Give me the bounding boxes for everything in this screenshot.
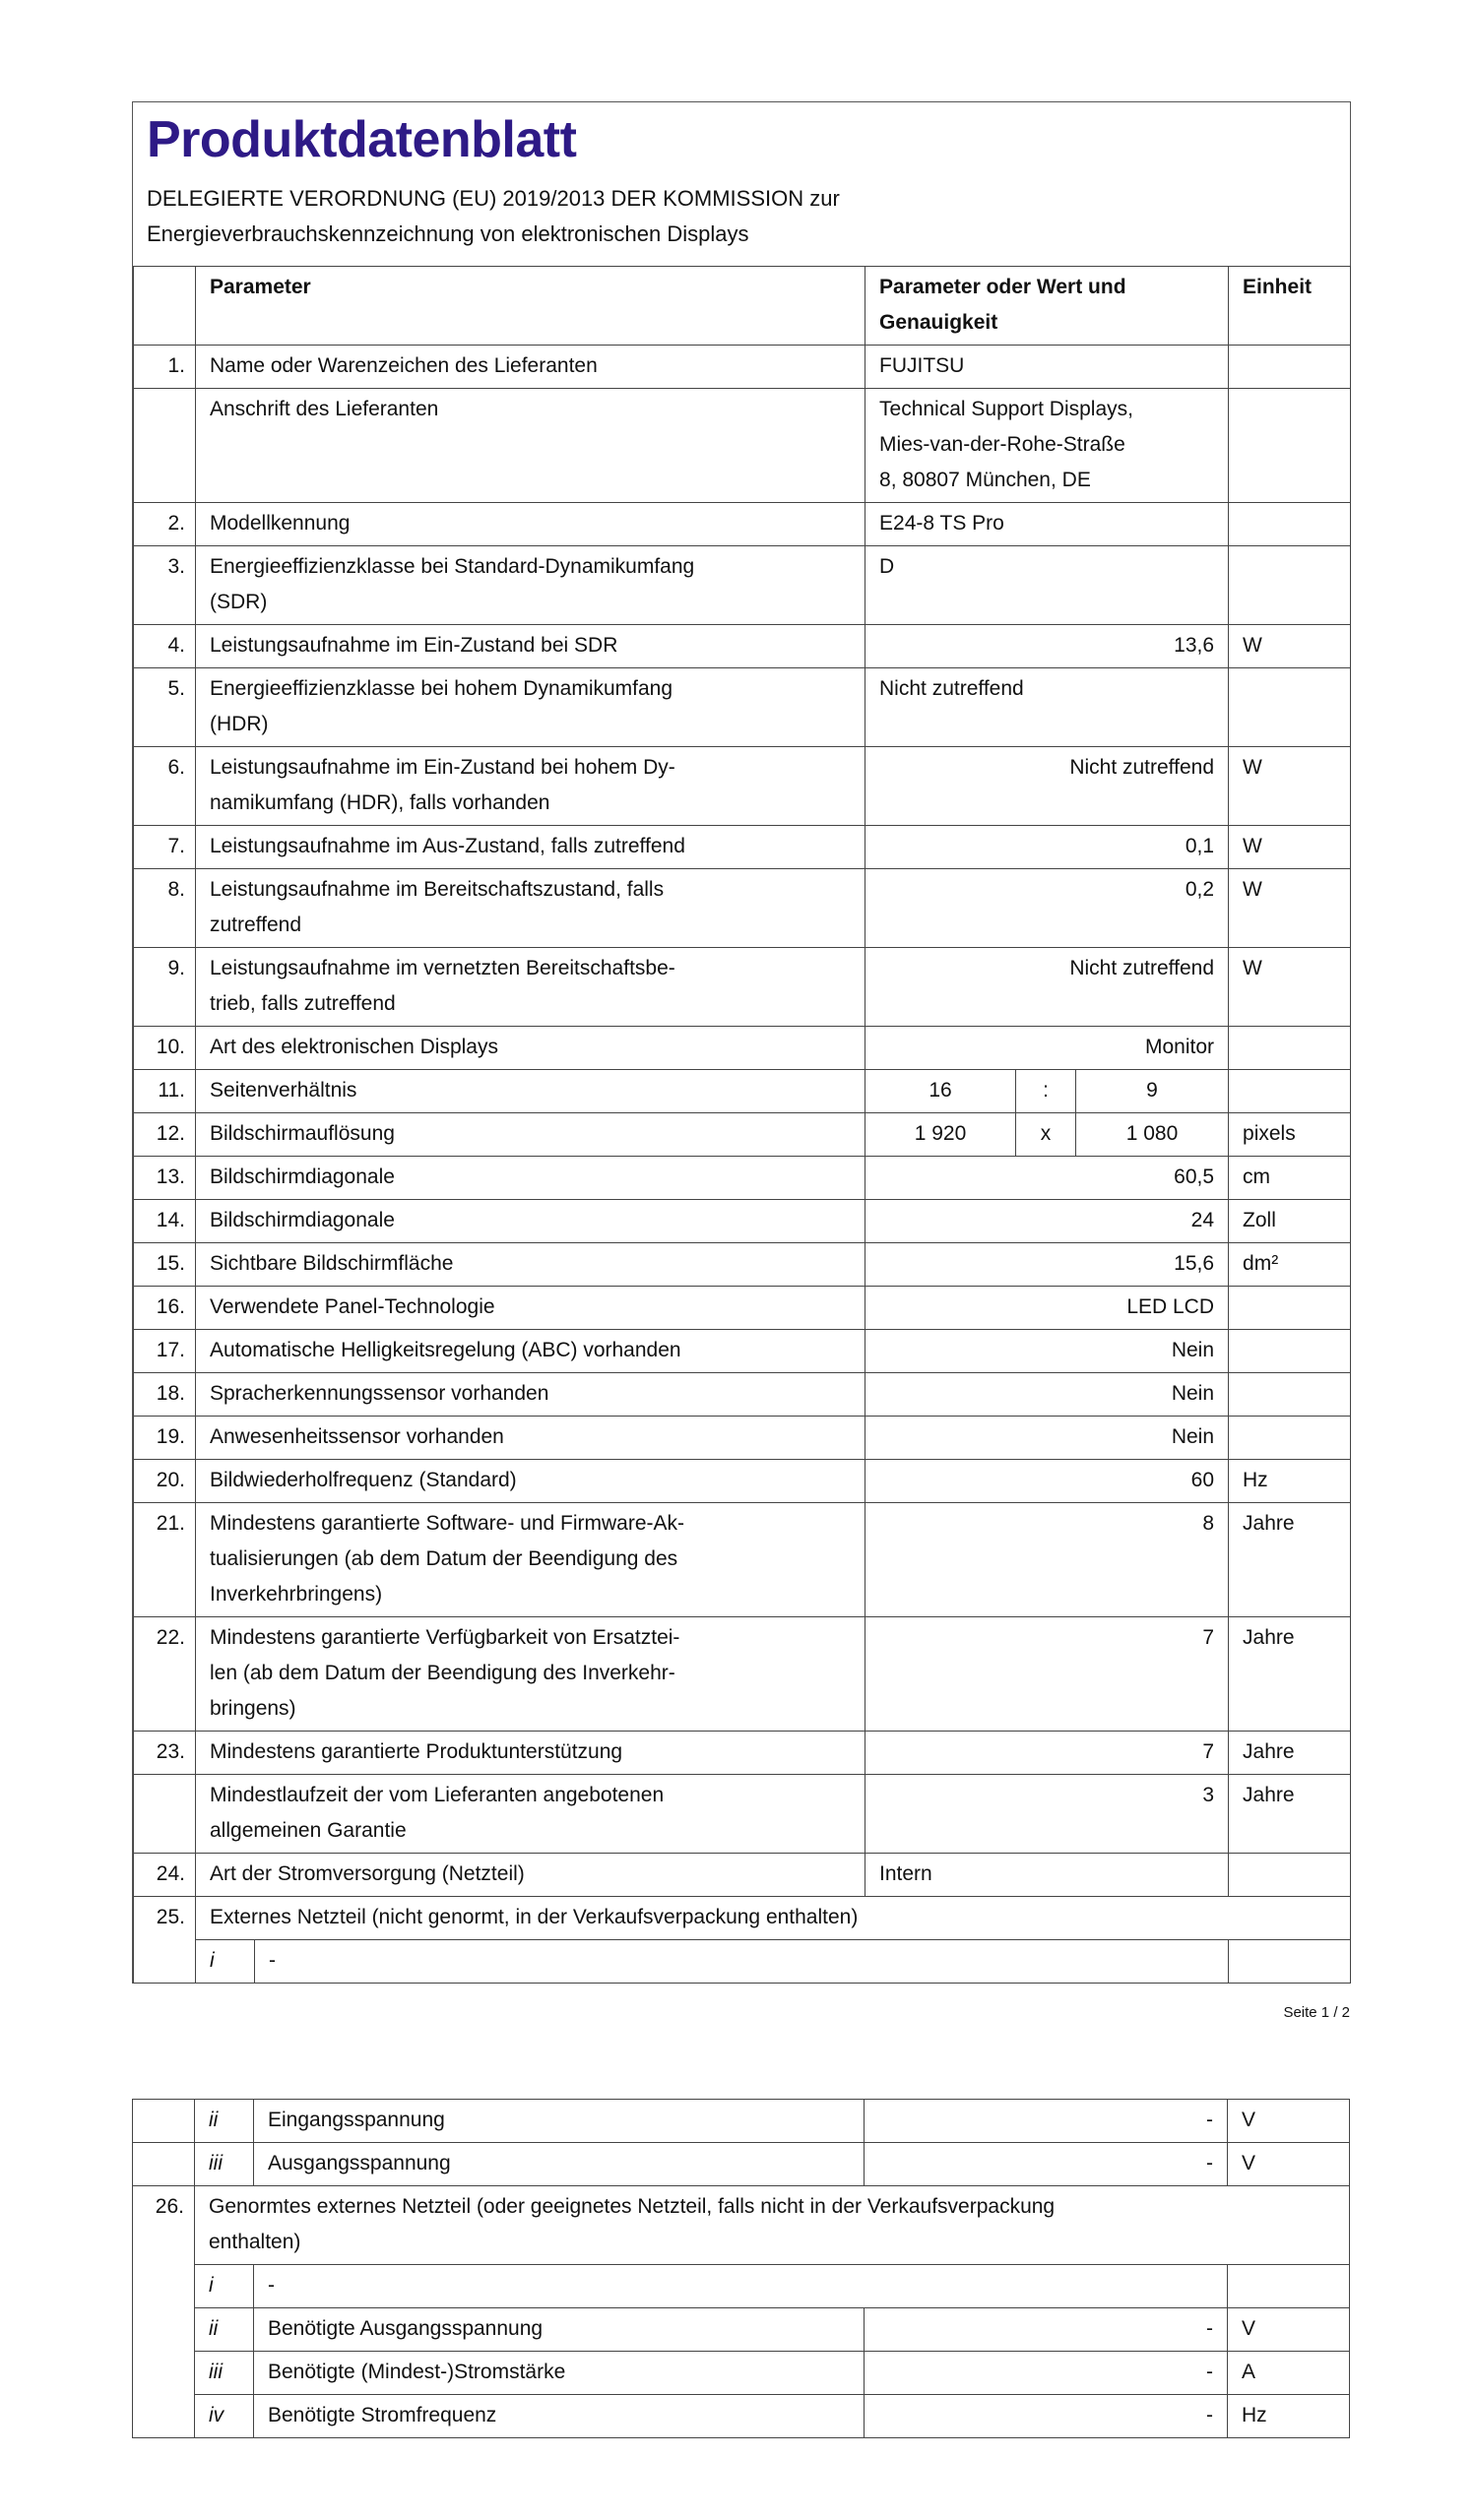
parameter-name: Mindestlaufzeit der vom Lieferanten angebotenen allgemeinen Garantie [196,1775,865,1854]
table-row [134,1157,1351,1200]
parameter-name: Mindestens garantierte Produktunterstützung [196,1732,865,1775]
row-number: 22. [134,1617,196,1732]
parameter-table-continued [132,2099,1350,2438]
parameter-value: 7 [865,1732,1229,1775]
unit [1229,1027,1351,1070]
parameter-name: Bildwiederholfrequenz (Standard) [196,1460,865,1503]
row-number: 3. [134,546,196,625]
row-number: 11. [134,1070,196,1113]
header-unit: Einheit [1229,267,1351,346]
parameter-name: Externes Netzteil (nicht genormt, in der Verkaufsverpackung enthalten) [196,1897,1351,1940]
subrow [133,2100,1350,2143]
row-number: 7. [134,826,196,869]
unit: Jahre [1229,1775,1351,1854]
parameter-name: Ausgangsspannung [254,2143,865,2186]
parameter-value: 7 [865,1617,1229,1732]
header-value: Parameter oder Wert und Genauigkeit [865,267,1229,346]
row-number: 26. [133,2186,195,2438]
parameter-name: Energieeffizienzklasse bei hohem Dynamikumfang (HDR) [196,668,865,747]
value-part-2: 1 080 [1076,1113,1229,1157]
parameter-value: 24 [865,1200,1229,1243]
row-number [133,2100,195,2143]
unit: V [1228,2100,1350,2143]
parameter-table [133,266,1351,1984]
parameter-value: - [865,2395,1228,2438]
row-number: 17. [134,1330,196,1373]
parameter-name: Benötigte Ausgangsspannung [254,2308,865,2352]
parameter-name: Verwendete Panel-Technologie [196,1287,865,1330]
unit: V [1228,2308,1350,2352]
row-number: 10. [134,1027,196,1070]
subrow [133,2308,1350,2352]
parameter-name: Mindestens garantierte Software- und Firmware-Ak- tualisierungen (ab dem Datum der Beendigung des Inverkehrbringens) [196,1503,865,1617]
parameter-value: - [865,2143,1228,2186]
parameter-value: 60,5 [865,1157,1229,1200]
table-row [134,869,1351,948]
parameter-name: Art des elektronischen Displays [196,1027,865,1070]
parameter-name: Bildschirmauflösung [196,1113,865,1157]
unit: Hz [1229,1460,1351,1503]
table-row [134,503,1351,546]
page-number: Seite 1 / 2 [1283,2004,1350,2021]
table-row [134,625,1351,668]
unit: Jahre [1229,1617,1351,1732]
table-row [134,346,1351,389]
parameter-name: Spracherkennungssensor vorhanden [196,1373,865,1417]
parameter-value: Nein [865,1330,1229,1373]
row-number: 19. [134,1417,196,1460]
table-row [134,1854,1351,1897]
parameter-value: Nicht zutreffend [865,668,1229,747]
value-separator: : [1016,1070,1076,1113]
row-number: 9. [134,948,196,1027]
parameter-name: Eingangsspannung [254,2100,865,2143]
row-number [134,1775,196,1854]
table-row [134,1732,1351,1775]
row-number: 14. [134,1200,196,1243]
table-row [134,1417,1351,1460]
parameter-value: - [865,2308,1228,2352]
value-separator: x [1016,1113,1076,1157]
unit [1229,546,1351,625]
parameter-name: Art der Stromversorgung (Netzteil) [196,1854,865,1897]
unit [1229,1373,1351,1417]
unit [1229,346,1351,389]
table-row [134,1243,1351,1287]
row-number: 23. [134,1732,196,1775]
parameter-name: Leistungsaufnahme im Ein-Zustand bei hohem Dy- namikumfang (HDR), falls vorhanden [196,747,865,826]
row-external-psu [134,1897,1351,1940]
parameter-value: 0,2 [865,869,1229,948]
unit: Jahre [1229,1503,1351,1617]
table-row [134,1775,1351,1854]
row-number [133,2143,195,2186]
parameter-value: D [865,546,1229,625]
unit: W [1229,869,1351,948]
table-row [134,668,1351,747]
table-row [134,1027,1351,1070]
unit: A [1228,2352,1350,2395]
unit: W [1229,826,1351,869]
row-number: 2. [134,503,196,546]
table-row [134,1070,1351,1113]
parameter-value: E24-8 TS Pro [865,503,1229,546]
row-number: 12. [134,1113,196,1157]
parameter-value: Nein [865,1417,1229,1460]
unit: V [1228,2143,1350,2186]
table-row [134,1460,1351,1503]
regulation-line-2: Energieverbrauchskennzeichnung von elektronischen Displays [147,221,749,246]
unit: W [1229,948,1351,1027]
row-number: 13. [134,1157,196,1200]
parameter-name: Name oder Warenzeichen des Lieferanten [196,346,865,389]
header-number [134,267,196,346]
sub-value: - [255,1940,1229,1984]
value-part-2: 9 [1076,1070,1229,1113]
parameter-value: 15,6 [865,1243,1229,1287]
datasheet-page-1 [132,101,1351,2021]
row-number [134,389,196,503]
parameter-value: Nicht zutreffend [865,747,1229,826]
parameter-value: Nicht zutreffend [865,948,1229,1027]
row-number: 6. [134,747,196,826]
parameter-value: - [865,2352,1228,2395]
parameter-name: Leistungsaufnahme im Ein-Zustand bei SDR [196,625,865,668]
table-row [134,948,1351,1027]
unit: Jahre [1229,1732,1351,1775]
row-number: 4. [134,625,196,668]
value-part-1: 16 [865,1070,1016,1113]
parameter-value: LED LCD [865,1287,1229,1330]
parameter-value: Intern [865,1854,1229,1897]
unit [1228,2265,1350,2308]
table-row [134,1287,1351,1330]
table-row [134,747,1351,826]
header-parameter: Parameter [196,267,865,346]
table-row [134,1617,1351,1732]
sub-index: i [195,2265,254,2308]
parameter-name: Modellkennung [196,503,865,546]
parameter-name: Leistungsaufnahme im Aus-Zustand, falls zutreffend [196,826,865,869]
parameter-name: Benötigte Stromfrequenz [254,2395,865,2438]
table-row [134,546,1351,625]
unit: pixels [1229,1113,1351,1157]
unit: cm [1229,1157,1351,1200]
parameter-value: Nein [865,1373,1229,1417]
parameter-value: 13,6 [865,625,1229,668]
parameter-name: Anschrift des Lieferanten [196,389,865,503]
regulation-line-1: DELEGIERTE VERORDNUNG (EU) 2019/2013 DER KOMMISSION zur [147,186,840,211]
sub-index: ii [195,2100,254,2143]
parameter-name: Sichtbare Bildschirmfläche [196,1243,865,1287]
page-title: Produktdatenblatt [147,111,577,168]
sub-index: iv [195,2395,254,2438]
sub-index: iii [195,2352,254,2395]
table-row [134,826,1351,869]
parameter-name: Leistungsaufnahme im Bereitschaftszustand, falls zutreffend [196,869,865,948]
parameter-value: 8 [865,1503,1229,1617]
unit: dm² [1229,1243,1351,1287]
unit [1229,503,1351,546]
parameter-value: 3 [865,1775,1229,1854]
datasheet-page-2 [132,2099,1349,2438]
parameter-name: Mindestens garantierte Verfügbarkeit von Ersatztei- len (ab dem Datum der Beendigung des Inverkehr- bringens) [196,1617,865,1732]
unit [1229,1330,1351,1373]
unit: W [1229,625,1351,668]
parameter-name: Energieeffizienzklasse bei Standard-Dynamikumfang (SDR) [196,546,865,625]
row-number: 1. [134,346,196,389]
sub-index: i [196,1940,255,1984]
row-number: 16. [134,1287,196,1330]
parameter-value: FUJITSU [865,346,1229,389]
parameter-name: Benötigte (Mindest-)Stromstärke [254,2352,865,2395]
table-row [134,1330,1351,1373]
parameter-value: 0,1 [865,826,1229,869]
row-number: 25. [134,1897,196,1984]
unit [1229,389,1351,503]
unit [1229,1070,1351,1113]
parameter-name: Bildschirmdiagonale [196,1157,865,1200]
row-number: 21. [134,1503,196,1617]
table-row [134,1200,1351,1243]
row-number: 20. [134,1460,196,1503]
unit: Hz [1228,2395,1350,2438]
subrow [133,2352,1350,2395]
row-number: 5. [134,668,196,747]
sub-index: iii [195,2143,254,2186]
parameter-name: Automatische Helligkeitsregelung (ABC) vorhanden [196,1330,865,1373]
parameter-name: Seitenverhältnis [196,1070,865,1113]
row-number: 18. [134,1373,196,1417]
row-number: 24. [134,1854,196,1897]
parameter-value: - [865,2100,1228,2143]
table-row [134,389,1351,503]
subrow [133,2265,1350,2308]
parameter-name: Genormtes externes Netzteil (oder geeignetes Netzteil, falls nicht in der Verkaufsverpackung enthalten) [195,2186,1350,2265]
table-row [134,1503,1351,1617]
row-number: 15. [134,1243,196,1287]
table-row [134,1113,1351,1157]
value-part-1: 1 920 [865,1113,1016,1157]
table-row [134,1373,1351,1417]
subrow [134,1940,1351,1984]
parameter-value: 60 [865,1460,1229,1503]
subrow [133,2395,1350,2438]
subrow [133,2143,1350,2186]
parameter-name: Leistungsaufnahme im vernetzten Bereitschaftsbe- trieb, falls zutreffend [196,948,865,1027]
sub-value: - [254,2265,1228,2308]
row-number: 8. [134,869,196,948]
parameter-value: Technical Support Displays, Mies-van-der-Rohe-Straße 8, 80807 München, DE [865,389,1229,503]
unit [1229,1417,1351,1460]
unit [1229,1940,1351,1984]
parameter-name: Anwesenheitssensor vorhanden [196,1417,865,1460]
table-header-row [134,267,1351,346]
row-standard-psu [133,2186,1350,2265]
unit [1229,668,1351,747]
unit [1229,1854,1351,1897]
unit: W [1229,747,1351,826]
document-header [133,102,1350,266]
parameter-value: Monitor [865,1027,1229,1070]
sub-index: ii [195,2308,254,2352]
parameter-name: Bildschirmdiagonale [196,1200,865,1243]
unit: Zoll [1229,1200,1351,1243]
unit [1229,1287,1351,1330]
